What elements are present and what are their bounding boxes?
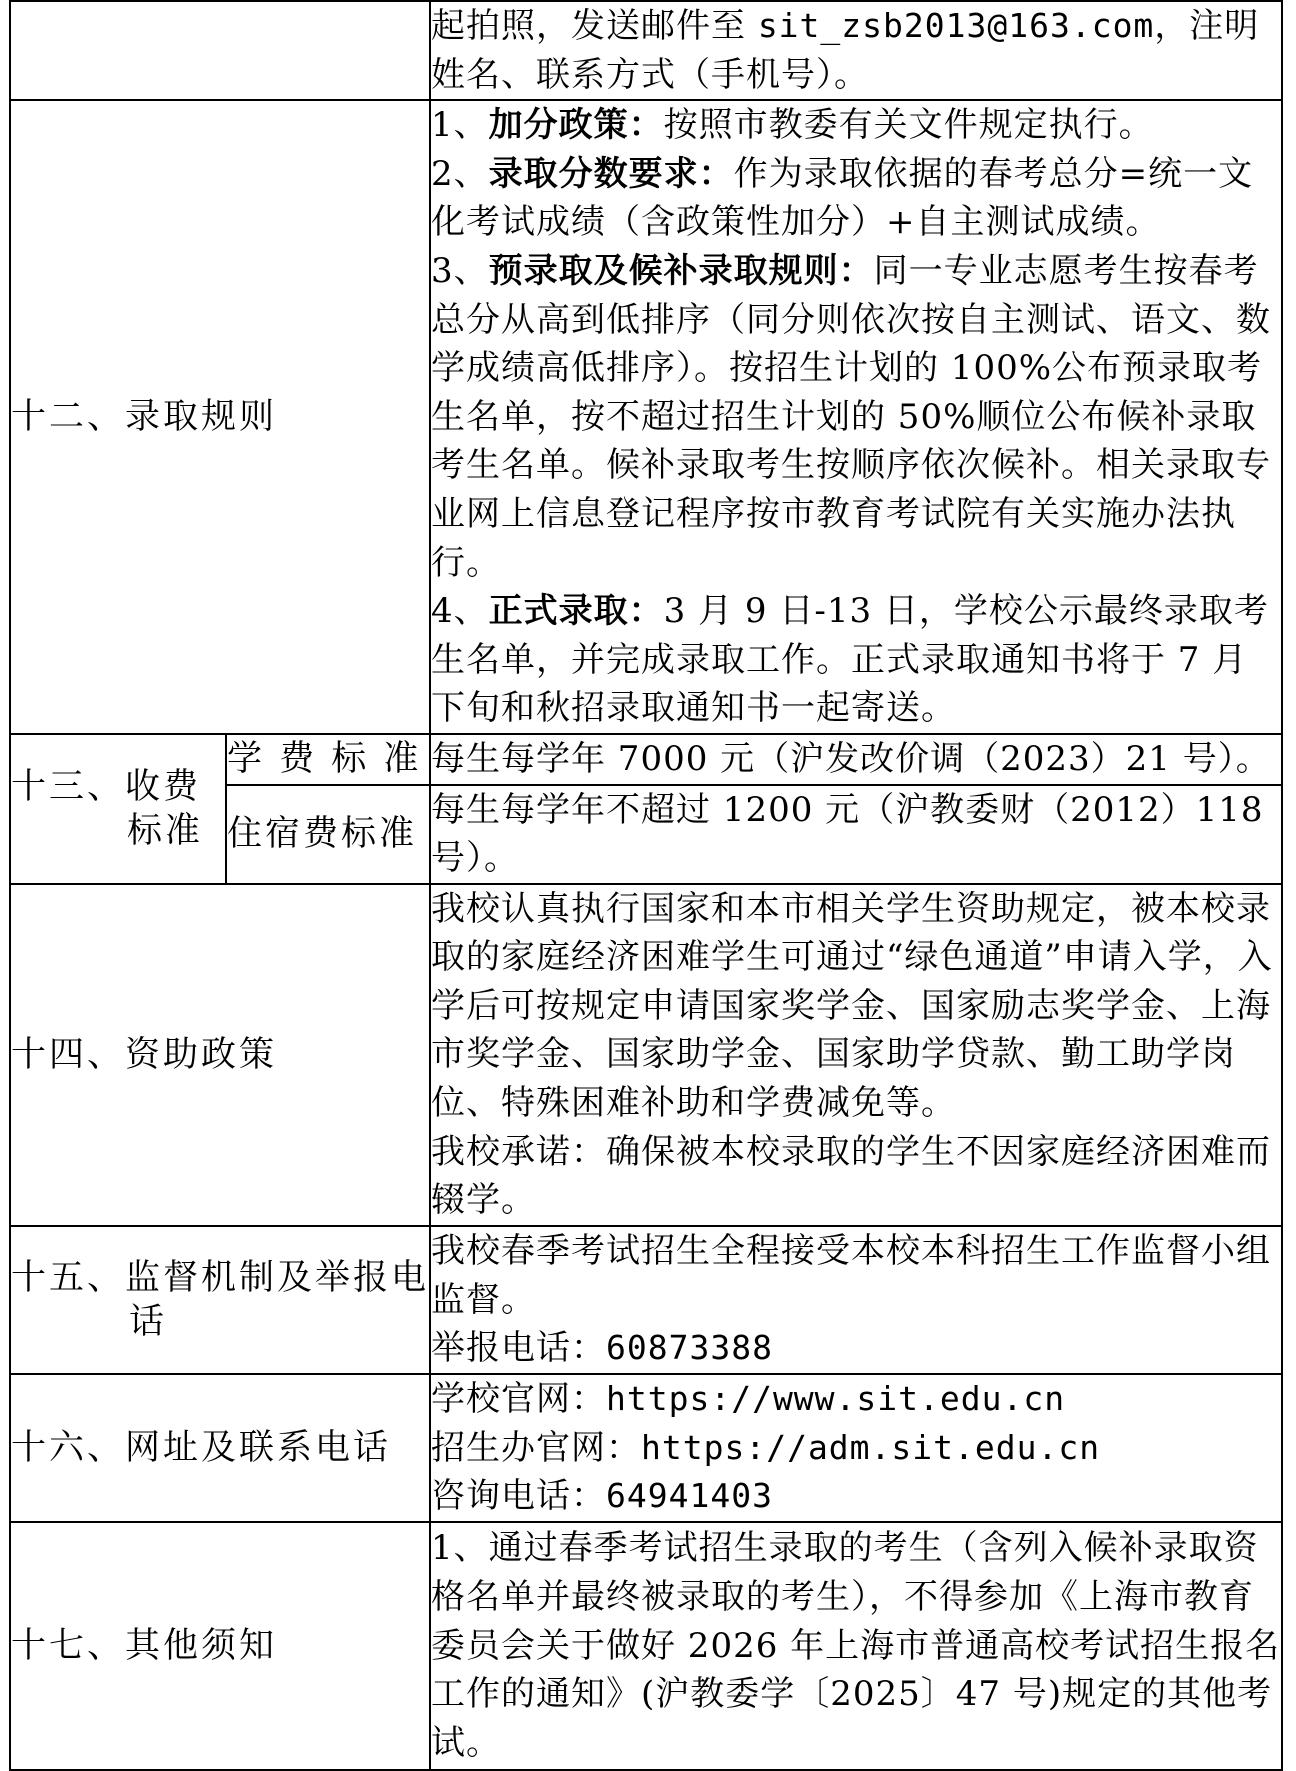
- admission-rules-table: [9, 0, 1283, 1771]
- photo-instruction-text: 起拍照，发送邮件至: [431, 6, 758, 46]
- table-row: [10, 100, 1282, 734]
- email-address[interactable]: sit_zsb2013@163.com: [757, 6, 1155, 45]
- tuition-label: 学 费 标 准: [226, 734, 430, 785]
- content-cell: [430, 884, 1282, 1226]
- table-row: [10, 1522, 1282, 1770]
- rule-title: 预录取及候补录取规则：: [488, 250, 874, 291]
- rule-text: 作为录取依据的春考总分=统一文化考试成绩（含政策性加分）+自主测试成绩。: [431, 153, 1254, 243]
- admission-site-label: 招生办官网：: [431, 1427, 641, 1468]
- table-row: [10, 884, 1282, 1226]
- rule-text: 按照市教委有关文件规定执行。: [663, 105, 1154, 146]
- rule-item: 4、正式录取：3 月 9 日-13 日，学校公示最终录取考生名单，并完成录取工作。正式录取通知书将于 7 月下旬和秋招录取通知书一起寄送。: [431, 591, 1269, 729]
- table-row: [10, 1, 1282, 100]
- admission-site-link[interactable]: https://adm.sit.edu.cn: [641, 1427, 1101, 1467]
- rule-title: 正式录取：: [488, 591, 664, 632]
- table-row: [10, 734, 1282, 785]
- empty-label-cell: [10, 1, 430, 100]
- section-label: [10, 734, 226, 884]
- school-site-label: 学校官网：: [431, 1378, 606, 1419]
- aid-policy-text: 我校认真执行国家和本市相关学生资助规定，被本校录取的家庭经济困难学生可通过“绿色通道”申请入学，入学后可按规定申请国家奖学金、国家励志奖学金、上海市奖学金、国家助学金、国家助学贷款、勤工助学岗位、特殊困难补助和学费减免等。: [431, 888, 1273, 1124]
- rule-item: 2、录取分数要求：作为录取依据的春考总分=统一文化考试成绩（含政策性加分）+自主测试成绩。: [431, 153, 1254, 243]
- aid-promise-text: 我校承诺：确保被本校录取的学生不因家庭经济困难而辍学。: [431, 1131, 1271, 1221]
- dorm-fee-label: 住宿费标准: [226, 785, 430, 884]
- table-row: [10, 1374, 1282, 1522]
- school-site-link[interactable]: https://www.sit.edu.cn: [606, 1378, 1066, 1418]
- section-label-line2: 标准: [127, 810, 204, 851]
- rule-title: 录取分数要求：: [488, 153, 734, 194]
- section-label: 十七、其他须知: [10, 1522, 430, 1770]
- rule-title: 加分政策：: [488, 105, 664, 146]
- section-label: 十六、网址及联系电话: [10, 1374, 430, 1522]
- report-phone-number[interactable]: 60873388: [606, 1328, 773, 1368]
- section-label: [10, 1226, 430, 1374]
- section-label: 十二、录取规则: [10, 100, 430, 734]
- section-label-line1: 十五、监督机制及举报电: [11, 1257, 430, 1298]
- consult-phone-line: [431, 1472, 1281, 1521]
- tuition-text: 每生每学年 7000 元（沪发改价调（2023）21 号）。: [430, 734, 1282, 785]
- report-phone-line: [431, 1324, 1281, 1373]
- section-label-line2: 话: [129, 1301, 168, 1342]
- content-cell: [430, 1, 1282, 100]
- table-row: [10, 1226, 1282, 1374]
- consult-phone-label: 咨询电话：: [431, 1476, 606, 1517]
- rule-item: 1、加分政策：按照市教委有关文件规定执行。: [431, 105, 1154, 146]
- rule-text: 3 月 9 日-13 日，学校公示最终录取考生名单，并完成录取工作。正式录取通知书将于 7 月下旬和秋招录取通知书一起寄送。: [431, 591, 1269, 729]
- dorm-fee-text: 每生每学年不超过 1200 元（沪教委财（2012）118 号）。: [430, 785, 1282, 884]
- section-label: 十四、资助政策: [10, 884, 430, 1226]
- rule-item: 3、预录取及候补录取规则：同一专业志愿考生按春考总分从高到低排序（同分则依次按自主测试、语文、数学成绩高低排序）。按招生计划的 100%公布预录取考生名单，按不超过招生计划的 50%顺位公布候补录取考生名单。候补录取考生按顺序依次候补。相关录取专业网上信息登记程序按市教育考试院有关实施办法执行。: [431, 250, 1271, 583]
- section-label-line1: 十三、收费: [11, 766, 202, 807]
- admission-site-line: [431, 1424, 1281, 1473]
- school-site-line: [431, 1375, 1281, 1424]
- content-cell: [430, 1226, 1282, 1374]
- supervision-text: 我校春季考试招生全程接受本校本科招生工作监督小组监督。: [431, 1230, 1271, 1320]
- report-phone-label: 举报电话：: [431, 1328, 606, 1369]
- photo-instruction-text-end: ，注明姓名、联系方式（手机号）。: [431, 6, 1260, 95]
- content-cell: [430, 100, 1282, 734]
- content-cell: [430, 1374, 1282, 1522]
- other-notice-text: 1、通过春季考试招生录取的考生（含列入候补录取资格名单并最终被录取的考生），不得参加《上海市教育委员会关于做好 2026 年上海市普通高校考试招生报名工作的通知》(沪教委学〔2025〕47 号)规定的其他考试。: [430, 1522, 1282, 1770]
- consult-phone-number[interactable]: 64941403: [606, 1476, 773, 1516]
- rule-text: 同一专业志愿考生按春考总分从高到低排序（同分则依次按自主测试、语文、数学成绩高低排序）。按招生计划的 100%公布预录取考生名单，按不超过招生计划的 50%顺位公布候补录取考生名单。候补录取考生按顺序依次候补。相关录取专业网上信息登记程序按市教育考试院有关实施办法执行。: [431, 250, 1271, 583]
